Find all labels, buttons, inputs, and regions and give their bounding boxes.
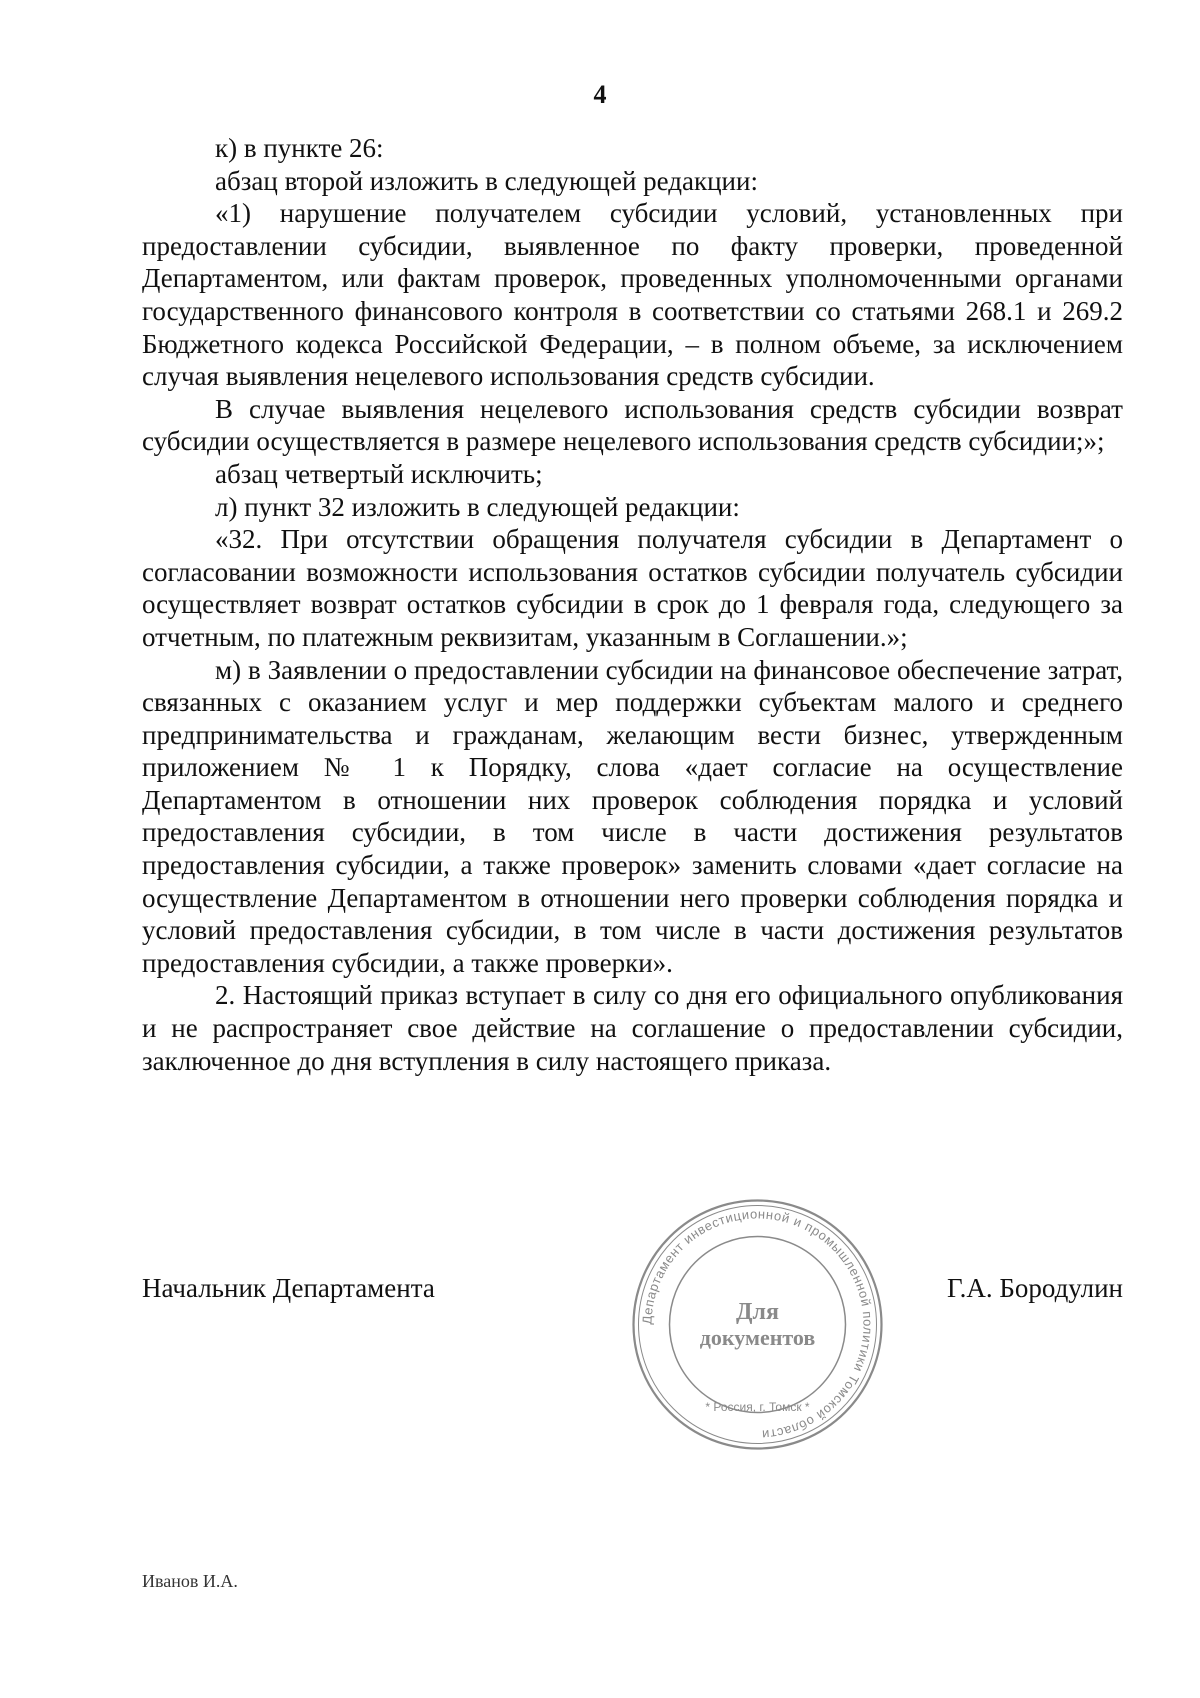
signatory-name: Г.А. Бородулин: [947, 1273, 1123, 1303]
paragraph: абзац второй изложить в следующей редакции:: [215, 165, 758, 196]
paragraph: л) пункт 32 изложить в следующей редакции:: [215, 491, 740, 522]
paragraph: м) в Заявлении о предоставлении субсидии на финансовое обеспечение затрат, связанных с оказанием услуг и мер поддержки субъектам малого и среднего предпринимательства и гражданам, желающим вести бизнес, утвержденным приложением № 1 к Порядку, слова «дает согласие на осуществление Департаментом в отношении них проверок соблюдения порядка и условий предоставления субсидии, в том числе в части достижения результатов предоставления субсидии, а также проверок» заменить словами «дает согласие на осуществление Департаментом в отношении него проверки соблюдения порядка и условий предоставления субсидии, в том числе в части достижения результатов предоставления субсидии, а также проверки».: [142, 654, 1123, 978]
stamp-center-line-1: Для: [736, 1299, 779, 1325]
official-seal-stamp: [630, 1197, 885, 1452]
document-body: [142, 132, 1123, 1077]
paragraph: В случае выявления нецелевого использования средств субсидии возврат субсидии осуществляется в размере нецелевого использования средств субсидии;»;: [142, 393, 1123, 457]
paragraph: «1) нарушение получателем субсидии условий, установленных при предоставлении субсидии, выявленное по факту проверки, проведенной Департаментом, или фактам проверок, проведенных уполномоченными органами государственного финансового контроля в соответствии со статьями 268.1 и 269.2 Бюджетного кодекса Российской Федерации, – в полном объеме, за исключением случая выявления нецелевого использования средств субсидии.: [142, 198, 1123, 392]
stamp-bottom-text: * Россия, г. Томск *: [705, 1400, 810, 1414]
stamp-outer-text: Департамент инвестиционной и промышленной политики Томской области: [639, 1206, 876, 1443]
stamp-center-line-2: документов: [699, 1325, 816, 1350]
executor-name: Иванов И.А.: [142, 1571, 238, 1591]
paragraph: «32. При отсутствии обращения получателя субсидии в Департамент о согласовании возможности использования остатков субсидии получатель субсидии осуществляет возврат остатков субсидии в срок до 1 февраля года, следующего за отчетным, по платежным реквизитам, указанным в Соглашении.»;: [142, 524, 1123, 652]
page-number: 4: [593, 80, 607, 109]
paragraph: абзац четвертый исключить;: [215, 458, 543, 489]
paragraph: 2. Настоящий приказ вступает в силу со дня его официального опубликования и не распространяет свое действие на соглашение о предоставлении субсидии, заключенное до дня вступления в силу настоящего приказа.: [142, 980, 1123, 1076]
signatory-title: Начальник Департамента: [142, 1273, 435, 1303]
paragraph: к) в пункте 26:: [215, 133, 384, 163]
